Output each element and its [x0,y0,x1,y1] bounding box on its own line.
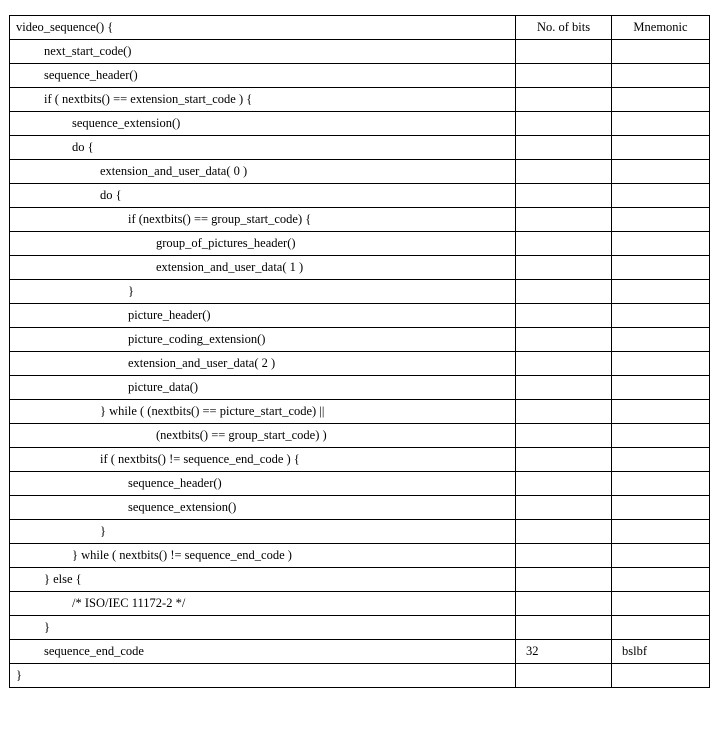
table-row [10,376,710,400]
table-row [10,448,710,472]
table-row [10,304,710,328]
table-row [10,256,710,280]
mnemonic-cell [612,136,710,160]
table-row [10,592,710,616]
syntax-cell: } while ( (nextbits() == picture_start_code) || [10,400,516,424]
mnemonic-cell [612,256,710,280]
bits-column-header: No. of bits [516,16,612,40]
table-row [10,136,710,160]
mnemonic-cell [612,184,710,208]
bits-cell [516,400,612,424]
table-row [10,544,710,568]
bits-cell [516,472,612,496]
mnemonic-column-header: Mnemonic [612,16,710,40]
syntax-cell: extension_and_user_data( 0 ) [10,160,516,184]
table-row [10,568,710,592]
table-row [10,400,710,424]
syntax-cell: sequence_extension() [10,496,516,520]
table-row [10,664,710,688]
syntax-cell: sequence_header() [10,64,516,88]
table-row [10,496,710,520]
bits-cell [516,376,612,400]
bits-cell [516,256,612,280]
mnemonic-cell [612,376,710,400]
mnemonic-cell [612,208,710,232]
syntax-cell: sequence_header() [10,472,516,496]
mnemonic-cell [612,40,710,64]
bits-cell [516,616,612,640]
syntax-cell: do { [10,184,516,208]
bits-cell [516,664,612,688]
table-row [10,232,710,256]
syntax-table [9,15,710,688]
syntax-cell: (nextbits() == group_start_code) ) [10,424,516,448]
mnemonic-cell [612,304,710,328]
bits-cell [516,280,612,304]
mnemonic-cell [612,112,710,136]
table-row [10,328,710,352]
syntax-cell: sequence_end_code [10,640,516,664]
syntax-cell: } [10,280,516,304]
syntax-cell: } else { [10,568,516,592]
syntax-cell: } while ( nextbits() != sequence_end_code ) [10,544,516,568]
bits-cell [516,568,612,592]
bits-cell [516,40,612,64]
syntax-cell: extension_and_user_data( 1 ) [10,256,516,280]
syntax-cell: picture_data() [10,376,516,400]
table-row [10,40,710,64]
bits-cell [516,160,612,184]
bits-cell [516,136,612,160]
table-row [10,640,710,664]
table-row [10,472,710,496]
mnemonic-cell [612,616,710,640]
bits-cell [516,496,612,520]
syntax-table-body [10,40,710,688]
mnemonic-cell [612,424,710,448]
bits-cell [516,112,612,136]
mnemonic-cell [612,64,710,88]
syntax-header-cell: video_sequence() { [10,16,516,40]
table-row [10,520,710,544]
mnemonic-cell [612,232,710,256]
syntax-cell: next_start_code() [10,40,516,64]
bits-cell [516,304,612,328]
bits-cell [516,352,612,376]
mnemonic-cell [612,568,710,592]
mnemonic-cell [612,328,710,352]
syntax-cell: } [10,664,516,688]
table-row [10,160,710,184]
syntax-cell: group_of_pictures_header() [10,232,516,256]
bits-cell [516,88,612,112]
mnemonic-cell [612,400,710,424]
bits-cell [516,64,612,88]
syntax-cell: picture_coding_extension() [10,328,516,352]
table-row [10,112,710,136]
table-row [10,616,710,640]
mnemonic-cell [612,448,710,472]
mnemonic-cell [612,664,710,688]
table-row [10,88,710,112]
mnemonic-cell [612,544,710,568]
syntax-cell: if ( nextbits() != sequence_end_code ) { [10,448,516,472]
bits-cell [516,208,612,232]
syntax-cell: sequence_extension() [10,112,516,136]
syntax-cell: /* ISO/IEC 11172-2 */ [10,592,516,616]
syntax-cell: } [10,520,516,544]
mnemonic-cell [612,88,710,112]
table-row [10,424,710,448]
bits-cell [516,448,612,472]
bits-cell [516,424,612,448]
table-row [10,184,710,208]
mnemonic-cell [612,496,710,520]
mnemonic-cell [612,160,710,184]
syntax-cell: if ( nextbits() == extension_start_code ) { [10,88,516,112]
mnemonic-cell [612,520,710,544]
table-row [10,64,710,88]
bits-cell [516,544,612,568]
bits-cell [516,592,612,616]
mnemonic-cell [612,280,710,304]
header-row [10,16,710,40]
mnemonic-cell [612,592,710,616]
mnemonic-cell [612,472,710,496]
syntax-cell: if (nextbits() == group_start_code) { [10,208,516,232]
syntax-cell: } [10,616,516,640]
table-row [10,208,710,232]
table-row [10,280,710,304]
bits-cell [516,184,612,208]
bits-cell [516,520,612,544]
bits-cell: 32 [516,640,612,664]
bits-cell [516,232,612,256]
syntax-cell: extension_and_user_data( 2 ) [10,352,516,376]
mnemonic-cell [612,352,710,376]
syntax-cell: do { [10,136,516,160]
syntax-cell: picture_header() [10,304,516,328]
table-row [10,352,710,376]
bits-cell [516,328,612,352]
mnemonic-cell: bslbf [612,640,710,664]
